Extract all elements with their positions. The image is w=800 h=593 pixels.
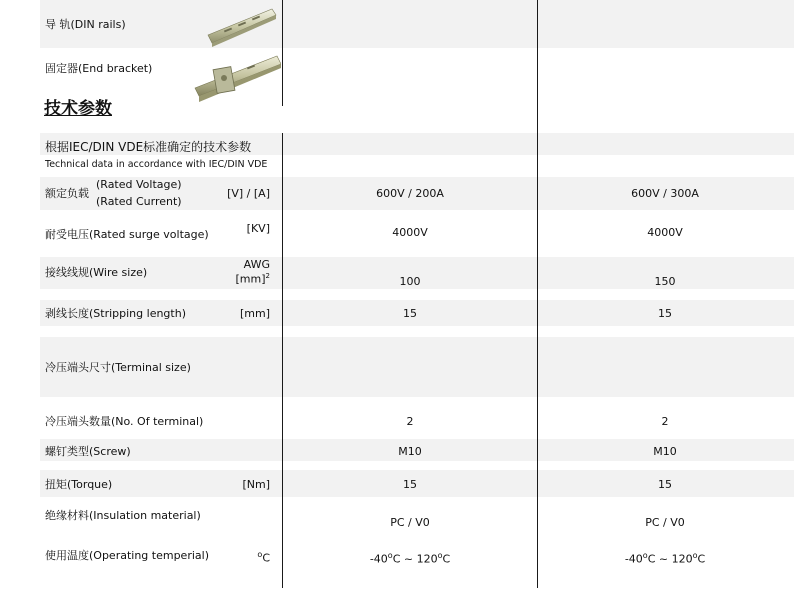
strip-unit: [mm] [239, 307, 270, 320]
rated-label-cn: 额定负载 [45, 187, 89, 200]
strip-value-col2: 15 [658, 307, 672, 320]
torque-value-col2: 15 [658, 478, 672, 491]
section-heading: 技术参数 [44, 99, 112, 119]
rated-value-col2: 600V / 300A [631, 187, 699, 200]
temp-value-col1: -40$^o$C ~ 120$^o$C [369, 551, 451, 566]
wire-value-col2: 150 [654, 275, 676, 288]
rated-voltage-label: (Rated Voltage) [96, 178, 182, 191]
strip-label: 剥线长度(Stripping length) [45, 307, 186, 320]
terminal-qty-label: 冷压端头数量(No. Of terminal) [45, 415, 204, 428]
column-divider-2 [537, 0, 538, 588]
insulation-label: 绝缘材料(Insulation material) [45, 509, 201, 522]
screw-value-col1: M10 [398, 445, 422, 458]
rated-value-col1: 600V / 200A [376, 187, 444, 200]
spec-title-cn: 根据IEC/DIN VDE标准确定的技术参数 [45, 140, 252, 154]
rated-current-label: (Rated Current) [96, 195, 182, 208]
terminal-qty-col1: 2 [406, 415, 414, 428]
surge-label: 耐受电压(Rated surge voltage) [45, 228, 209, 241]
end-bracket-label: 固定器(End bracket) [45, 62, 153, 75]
torque-label: 扭矩(Torque) [45, 478, 113, 491]
column-divider-1 [282, 0, 283, 106]
insulation-value-col1: PC / V0 [390, 516, 430, 529]
wire-label: 接线线规(Wire size) [45, 266, 148, 279]
strip-value-col1: 15 [403, 307, 417, 320]
row-band-din-rails [40, 0, 794, 48]
spec-title-en: Technical data in accordance with IEC/DIN VDE [45, 159, 268, 170]
din-rails-label: 导 轨(DIN rails) [45, 18, 126, 31]
wire-unit-mm: [mm]$^2$ [235, 272, 270, 286]
torque-unit: [Nm] [242, 478, 270, 491]
temp-value-col2: -40$^o$C ~ 120$^o$C [624, 551, 706, 566]
insulation-value-col2: PC / V0 [645, 516, 685, 529]
temp-unit: $^o$C [257, 550, 270, 565]
wire-value-col1: 100 [399, 275, 421, 288]
rated-unit: [V] / [A] [227, 187, 270, 200]
wire-unit-awg: AWG [243, 258, 270, 271]
din-rail-image [206, 5, 278, 47]
surge-unit: [KV] [246, 222, 270, 235]
screw-label: 螺钉类型(Screw) [45, 445, 131, 458]
terminal-size-label: 冷压端头尺寸(Terminal size) [45, 361, 191, 374]
surge-value-col1: 4000V [392, 226, 428, 239]
surge-value-col2: 4000V [647, 226, 683, 239]
terminal-qty-col2: 2 [661, 415, 669, 428]
screw-value-col2: M10 [653, 445, 677, 458]
temp-label: 使用温度(Operating temperial) [45, 549, 209, 562]
torque-value-col1: 15 [403, 478, 417, 491]
end-bracket-image [193, 48, 281, 104]
